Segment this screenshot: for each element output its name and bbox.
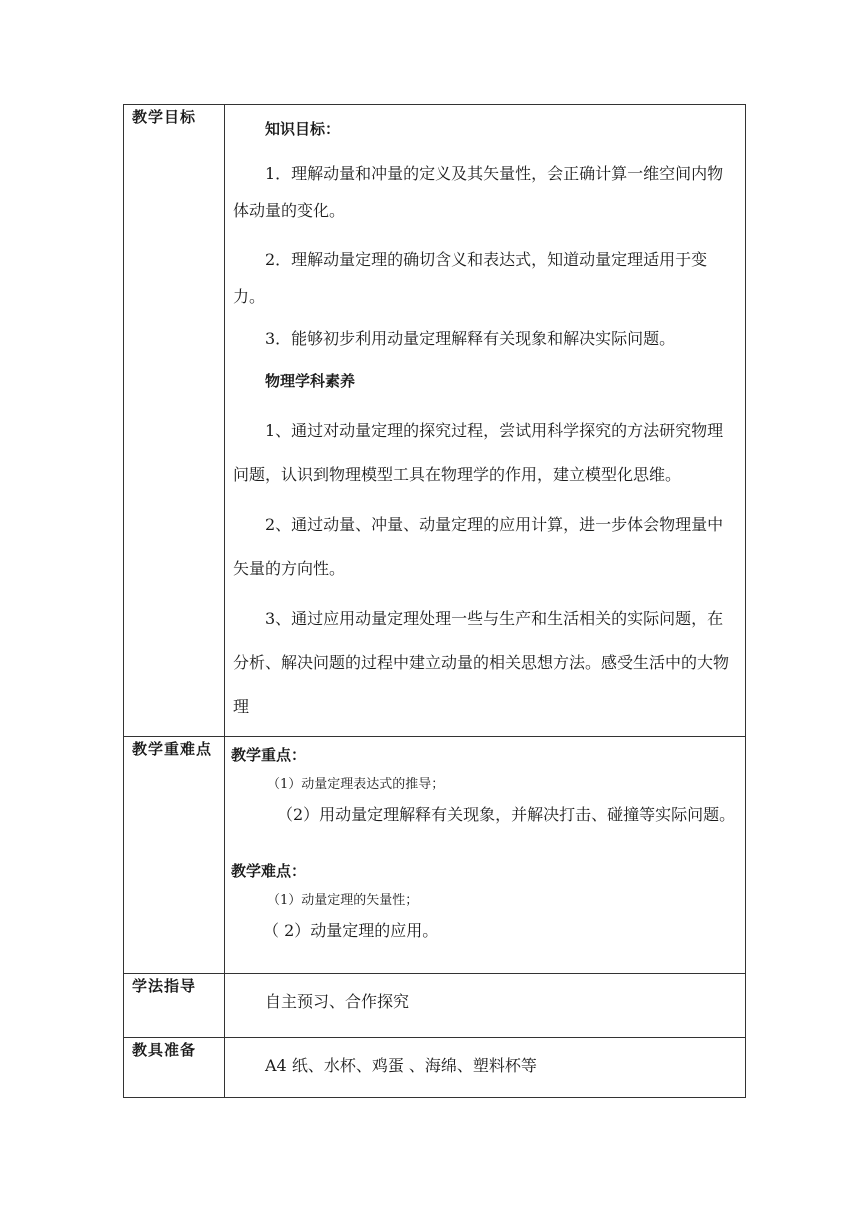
literacy-item-1: 1、通过对动量定理的探究过程，尝试用科学探究的方法研究物理问题，认识到物理模型工具在物理学的作用，建立模型化思维。 bbox=[233, 421, 724, 484]
knowledge-item-1: 1．理解动量和冲量的定义及其矢量性，会正确计算一维空间内物体动量的变化。 bbox=[233, 164, 724, 220]
row-study-method bbox=[124, 974, 746, 1038]
focus-item-2: （2）用动量定理解释有关现象，并解决打击、碰撞等实际问题。 bbox=[277, 805, 736, 824]
literacy-item-3: 3、通过应用动量定理处理一些与生产和生活相关的实际问题，在分析、解决问题的过程中建立动量的相关思想方法。感受生活中的大物理 bbox=[233, 609, 730, 716]
literacy-item-2: 2、通过动量、冲量、动量定理的应用计算，进一步体会物理量中矢量的方向性。 bbox=[233, 515, 724, 578]
lesson-plan-table bbox=[123, 104, 746, 1098]
difficulty-item-1: （1）动量定理的矢量性； bbox=[267, 893, 419, 908]
knowledge-item-2: 2．理解动量定理的确切含义和表达式，知道动量定理适用于变力。 bbox=[233, 250, 708, 306]
row-label-goals: 教学目标 bbox=[124, 105, 225, 737]
method-text: 自主预习、合作探究 bbox=[265, 992, 410, 1011]
literacy-heading: 物理学科素养 bbox=[265, 372, 356, 390]
method-content bbox=[225, 974, 746, 1038]
knowledge-item-3: 3．能够初步利用动量定理解释有关现象和解决实际问题。 bbox=[265, 329, 676, 348]
difficulty-item-2: （ 2）动量定理的应用。 bbox=[263, 921, 439, 940]
difficulty-heading: 教学难点： bbox=[231, 862, 307, 880]
row-label-key-points: 教学重难点 bbox=[124, 737, 225, 974]
knowledge-heading: 知识目标： bbox=[265, 120, 341, 138]
row-label-method: 学法指导 bbox=[124, 974, 225, 1038]
row-teaching-tools bbox=[124, 1038, 746, 1098]
focus-heading: 教学重点： bbox=[231, 746, 307, 764]
goals-content bbox=[225, 105, 746, 737]
focus-item-1: （1）动量定理表达式的推导； bbox=[267, 777, 445, 792]
row-key-points bbox=[124, 737, 746, 974]
row-label-tools: 教具准备 bbox=[124, 1038, 225, 1098]
row-teaching-goals bbox=[124, 105, 746, 737]
tools-text: A4 纸、水杯、鸡蛋 、海绵、塑料杯等 bbox=[265, 1056, 537, 1075]
key-points-content bbox=[225, 737, 746, 974]
tools-content bbox=[225, 1038, 746, 1098]
